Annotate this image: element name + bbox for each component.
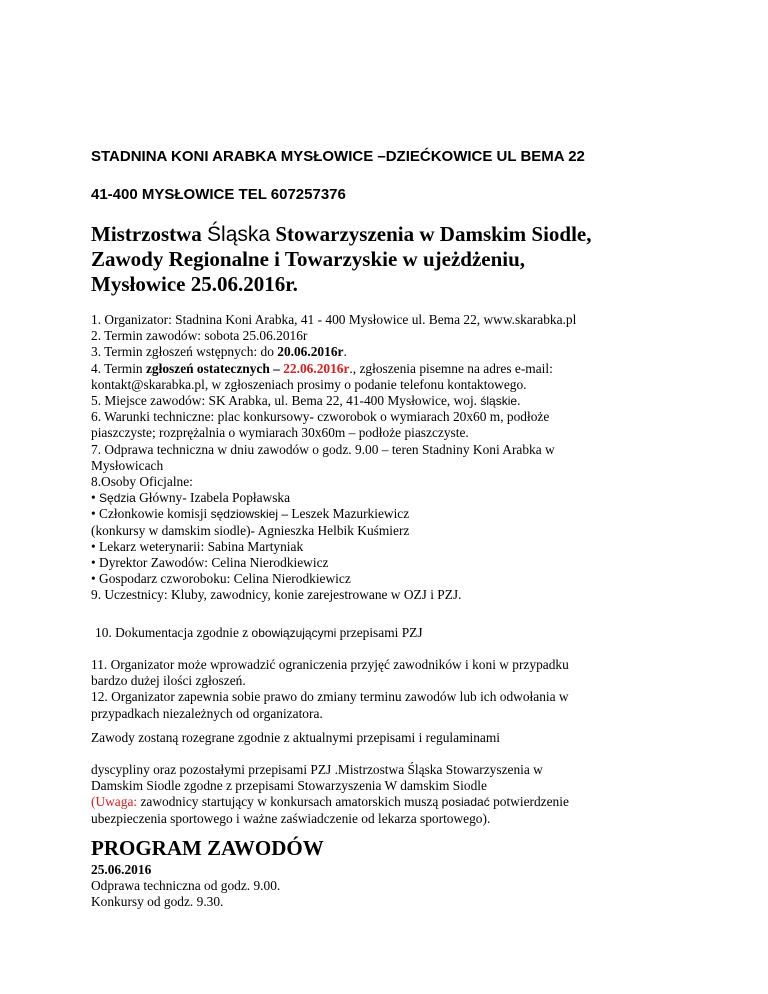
- rules-note: [91, 730, 691, 746]
- item-4: [91, 361, 691, 377]
- title-part-1: Mistrzostwa: [91, 222, 208, 246]
- rules-note-line: Zawody zostaną rozegrane zgodnie z aktualnymi przepisami i regulaminami: [91, 730, 501, 745]
- title-part-3: Stowarzyszenia w Damskim Siodle,: [270, 222, 592, 246]
- program-details: [91, 862, 691, 911]
- official-judge-name: Główny- Izabela Popławska: [135, 490, 291, 506]
- item-11: 11. Organizator może wprowadzić ograniczenia przyjęć zawodników i koni w przypadku: [91, 657, 569, 672]
- item-4-bold: zgłoszeń ostatecznych –: [145, 360, 284, 376]
- item-3-end: .: [343, 344, 347, 360]
- item-7-continued: Mysłowicach: [91, 457, 164, 473]
- title-line-3: Mysłowice 25.06.2016r.: [91, 272, 298, 296]
- warning-continued: ubezpieczenia sportowego i ważne zaświadczenie od lekarza sportowego).: [91, 810, 491, 826]
- official-committee-name: Leszek Mazurkiewicz: [288, 506, 410, 522]
- title-line-2: Zawody Regionalne i Towarzyskie w ujeżdżeniu,: [91, 247, 526, 271]
- item-10-text: 10. Dokumentacja zgodnie z: [95, 625, 252, 640]
- official-committee-role: sędziowskiej –: [210, 507, 288, 522]
- official-judge-role: Sędzia: [99, 491, 136, 506]
- event-title: [91, 222, 691, 297]
- program-briefing: Odprawa techniczna od godz. 9.00.: [91, 878, 281, 894]
- item-7: 7. Odprawa techniczna w dniu zawodów o godz. 9.00 – teren Stadniny Koni Arabka w: [91, 441, 555, 457]
- item-8: 8.Osoby Oficjalne:: [91, 474, 193, 490]
- warning-line: [91, 794, 691, 810]
- warning-posiadac: posiadać: [441, 795, 490, 810]
- item-11-continued: bardzo dużej ilości zgłoszeń.: [91, 673, 246, 689]
- item-5: [91, 393, 691, 409]
- discipline-line-1: dyscypliny oraz pozostałymi przepisami PZJ .Mistrzostwa Śląska Stowarzyszenia w: [91, 762, 543, 777]
- item-4-text: 4. Termin: [91, 360, 146, 376]
- program-title: PROGRAM ZAWODÓW: [91, 836, 324, 860]
- official-judge: [91, 490, 691, 506]
- title-line-1: [91, 222, 691, 247]
- title-part-2: Śląska: [207, 223, 271, 246]
- item-1: 1. Organizator: Stadnina Koni Arabka, 41 - 400 Mysłowice ul. Bema 22, www.skarabka.pl: [91, 312, 577, 327]
- item-9: 9. Uczestnicy: Kluby, zawodnicy, konie zarejestrowane w OZJ i PZJ.: [91, 587, 462, 603]
- item-2: 2. Termin zawodów: sobota 25.06.2016r: [91, 328, 308, 344]
- item-6-continued: piaszczyste; rozprężalnia o wymiarach 30x60m – podłoże piaszczyste.: [91, 425, 469, 441]
- item-4-end: ., zgłoszenia pisemne na adres e-mail:: [349, 360, 553, 376]
- program-date: 25.06.2016: [91, 862, 152, 877]
- header-line-2: 41-400 MYSŁOWICE TEL 607257376: [91, 186, 346, 203]
- warning-text-2: potwierdzenie: [489, 794, 569, 810]
- program-competitions: Konkursy od godz. 9.30.: [91, 894, 224, 910]
- item-10-sans: obowiązującymi: [251, 626, 337, 640]
- item-10: [95, 625, 695, 641]
- bullet: •: [91, 490, 100, 506]
- item-6: 6. Warunki techniczne: plac konkursowy- czworobok o wymiarach 20x60 m, podłoże: [91, 409, 550, 425]
- item-3: [91, 344, 691, 360]
- item-5-end: .: [517, 393, 521, 409]
- item-4-date: 22.06.2016r: [283, 360, 350, 376]
- item-3-text: 3. Termin zgłoszeń wstępnych: do: [91, 344, 278, 360]
- official-committee-continued: (konkursy w damskim siodle)- Agnieszka Helbik Kuśmierz: [91, 522, 410, 538]
- official-vet: • Lekarz weterynarii: Sabina Martyniak: [91, 538, 304, 554]
- discipline-note: [91, 762, 691, 827]
- item-5-text: 5. Miejsce zawodów: SK Arabka, ul. Bema 22, 41-400 Mysłowice, woj.: [91, 393, 481, 409]
- item-3-date: 20.06.2016r: [277, 344, 344, 360]
- warning-label: Uwaga:: [95, 794, 138, 810]
- warning-text: zawodnicy startujący w konkursach amatorskich muszą: [137, 794, 442, 810]
- official-director: • Dyrektor Zawodów: Celina Nierodkiewicz: [91, 555, 329, 571]
- item-12: 12. Organizator zapewnia sobie prawo do zmiany terminu zawodów lub ich odwołania w: [91, 689, 569, 705]
- item-12-continued: przypadkach niezależnych od organizatora.: [91, 705, 323, 721]
- regulations-list: [91, 312, 691, 604]
- item-10-end: przepisami PZJ: [336, 625, 423, 640]
- official-arena-manager: • Gospodarz czworoboku: Celina Nierodkiewicz: [91, 571, 351, 587]
- warning-paren: (: [91, 794, 96, 810]
- items-11-12: [91, 657, 691, 722]
- discipline-line-2: Damskim Siodle zgodne z przepisami Stowarzyszenia W damskim Siodle: [91, 778, 487, 794]
- item-4-continued: kontakt@skarabka.pl, w zgłoszeniach prosimy o podanie telefonu kontaktowego.: [91, 376, 527, 392]
- item-10-line: [95, 625, 695, 641]
- official-committee: [91, 506, 691, 522]
- header-line-1: STADNINA KONI ARABKA MYSŁOWICE –DZIEĆKOWICE UL BEMA 22: [91, 148, 585, 165]
- item-5-region: śląskie: [480, 394, 518, 409]
- official-committee-text: • Członkowie komisji: [91, 506, 211, 522]
